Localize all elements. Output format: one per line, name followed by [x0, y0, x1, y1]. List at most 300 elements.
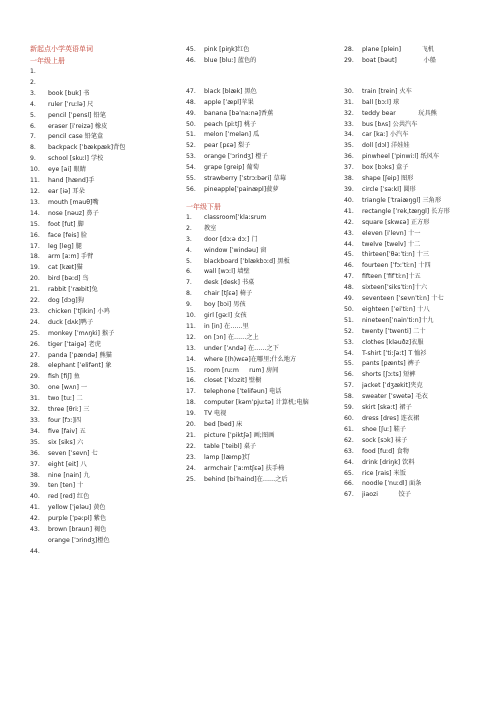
word-list-middle-top — [186, 45, 336, 67]
entry-text: hand [hænd]手 — [48, 177, 95, 185]
entry-text — [48, 78, 180, 89]
word-entry — [30, 100, 180, 111]
entry-number: 41. — [30, 504, 40, 512]
word-entry — [344, 338, 496, 349]
entry-text: school [skuːl] 学校 — [48, 155, 104, 163]
word-entry — [344, 305, 496, 316]
word-entry — [186, 333, 336, 344]
entry-text: black [blæk] 黑色 — [204, 87, 257, 95]
word-entry — [186, 235, 336, 246]
entry-text: nine [nain] 九 — [48, 471, 90, 479]
word-entry — [186, 431, 336, 442]
word-entry — [30, 122, 180, 133]
word-entry — [30, 438, 180, 449]
entry-text: leg [leg] 腿 — [48, 242, 82, 250]
word-entry — [30, 383, 180, 394]
entry-number: 52. — [344, 327, 354, 335]
word-entry — [30, 318, 180, 329]
entry-text: bed [bed] 床 — [204, 421, 243, 429]
entry-text: fifteen [ˈfifˈtiːn]十五 — [362, 273, 421, 281]
entry-text: peach [piːtʃ] 桃子 — [204, 120, 257, 128]
entry-number: 32. — [344, 109, 354, 117]
entry-number: 53. — [186, 153, 196, 161]
entry-text: behind [biˈhaind]在……之后 — [204, 475, 288, 483]
entry-text: five [faiv] 五 — [48, 427, 86, 435]
entry-text: wall [wɔːl] 墙壁 — [204, 268, 250, 276]
entry-text: pencil case 铅笔盒 — [48, 133, 104, 141]
word-entry — [344, 316, 496, 327]
word-entry — [186, 464, 336, 475]
entry-text: foot [fut] 脚 — [48, 220, 84, 228]
word-entry — [30, 132, 180, 143]
entry-text: mouth [mauθ]嘴 — [48, 198, 99, 206]
word-entry — [344, 370, 496, 381]
word-entry — [344, 130, 496, 141]
word-entry — [344, 174, 496, 185]
entry-text: chair [tʃεə] 椅子 — [204, 290, 253, 298]
entry-text: one [wʌn] 一 — [48, 384, 88, 392]
entry-text: seven [ˈsevn] 七 — [48, 449, 98, 457]
entry-text: yellow [ˈjeləu] 黄色 — [48, 504, 106, 512]
word-entry — [30, 503, 180, 514]
entry-text: panda [ˈpændə] 熊猫 — [48, 351, 112, 359]
entry-number: 8. — [30, 144, 36, 152]
word-entry — [30, 547, 180, 558]
entry-text: room [ruːm rum] 房间 — [204, 366, 279, 374]
entry-text: apple [ˈæpl]苹果 — [204, 98, 254, 106]
word-entry — [186, 130, 336, 141]
entry-text: three [θriː] 三 — [48, 406, 90, 414]
entry-text: fourteen [ˈfɔːˈtiːn] 十四 — [362, 262, 431, 270]
word-entry — [186, 213, 336, 224]
entry-number: 10. — [186, 312, 196, 320]
entry-text: bus [bʌs] 公共汽车 — [362, 120, 418, 128]
entry-text: pineapple[ˈpainæpl]菠萝 — [204, 185, 279, 193]
column-left — [30, 44, 180, 558]
word-entry — [186, 344, 336, 355]
word-entry — [30, 285, 180, 296]
word-entry — [186, 56, 336, 67]
entry-number: 17. — [186, 388, 196, 396]
word-entry — [344, 381, 496, 392]
entry-text: face [feis] 脸 — [48, 231, 88, 239]
entry-text: eleven [iˈlevn] 十一 — [362, 229, 421, 237]
word-entry — [344, 294, 496, 305]
entry-text: sixteen[ˈsiksˈtiːn]十六 — [362, 284, 428, 292]
entry-number: 48. — [344, 284, 354, 292]
word-entry — [30, 198, 180, 209]
word-list-left — [30, 67, 180, 558]
entry-text: rabbit [ˈræbit]兔 — [48, 286, 98, 294]
entry-number: 45. — [186, 46, 196, 53]
entry-number: 10. — [30, 166, 40, 174]
entry-number: 12. — [30, 187, 40, 195]
word-entry — [186, 453, 336, 464]
entry-text: twelve [twelv] 十二 — [362, 240, 421, 248]
entry-text: drink [driŋk] 饮料 — [362, 458, 415, 466]
word-entry — [344, 359, 496, 370]
entry-number: 8. — [186, 290, 192, 298]
entry-number: 55. — [344, 360, 354, 368]
word-entry — [344, 414, 496, 425]
word-entry — [30, 220, 180, 231]
entry-text: blue [bluː] 蓝色的 — [204, 56, 257, 64]
word-entry — [344, 392, 496, 403]
entry-text: orange [ˈɔrindʒ]橙色 — [48, 536, 110, 544]
word-entry — [30, 231, 180, 242]
word-entry — [30, 449, 180, 460]
entry-text: girl [gəːl] 女孩 — [204, 312, 247, 320]
entry-text: pear [pεə] 梨子 — [204, 142, 251, 150]
entry-text: arm [aːm] 手臂 — [48, 253, 94, 261]
entry-text: T-shirt [ˈtiːʃəːt] T 恤衫 — [362, 349, 427, 357]
word-entry — [344, 141, 496, 152]
entry-text: thirteen[ˈθəːˈtiːn] 十三 — [362, 251, 429, 259]
entry-number: 31. — [344, 98, 354, 106]
entry-number: 23. — [30, 307, 40, 315]
entry-text: ten [ten] 十 — [48, 482, 84, 490]
entry-number: 53. — [344, 338, 354, 346]
entry-text — [48, 67, 180, 78]
entry-number: 1. — [186, 213, 192, 221]
entry-text: tiger [ˈtaigə] 老虎 — [48, 340, 101, 348]
entry-number: 14. — [186, 355, 196, 363]
entry-number: 54. — [344, 349, 354, 357]
word-list-right-top — [344, 45, 496, 67]
word-entry — [186, 355, 336, 366]
word-entry — [344, 447, 496, 458]
entry-number: 13. — [186, 344, 196, 352]
entry-text: lamp [læmp]灯 — [204, 453, 251, 461]
word-entry — [344, 479, 496, 490]
entry-text: square [skwεə] 正方形 — [362, 218, 430, 226]
entry-text: rectangle [ˈrekˌtæŋgl] 长方形 — [362, 207, 450, 215]
entry-text: grape [greip] 葡萄 — [204, 164, 259, 172]
entry-number: 37. — [30, 460, 40, 468]
entry-number: 7. — [30, 133, 36, 141]
entry-number: 7. — [186, 279, 192, 287]
word-entry — [186, 376, 336, 387]
entry-text: pencil [ˈpensl] 铅笔 — [48, 111, 106, 119]
word-entry — [186, 141, 336, 152]
entry-text: shape [ʃeip] 图形 — [362, 175, 414, 183]
word-entry — [344, 56, 496, 67]
entry-text: classroom[ˈklaːsrum — [204, 213, 267, 221]
word-entry — [30, 307, 180, 318]
entry-number: 62. — [344, 436, 354, 444]
entry-number: 42. — [344, 218, 354, 226]
word-entry — [30, 252, 180, 263]
entry-number: 13. — [30, 198, 40, 206]
word-entry — [186, 98, 336, 109]
entry-text: pants [pænts] 裤子 — [362, 360, 421, 368]
entry-text: ball [bɔːl] 球 — [362, 98, 400, 106]
entry-text: red [red] 红色 — [48, 493, 90, 501]
word-entry — [30, 274, 180, 285]
entry-text: book [buk] 书 — [48, 89, 90, 97]
word-entry — [30, 492, 180, 503]
entry-number: 5. — [186, 257, 192, 265]
entry-number: 2. — [30, 78, 36, 86]
entry-text: desk [desk] 书桌 — [204, 279, 255, 287]
word-entry — [30, 514, 180, 525]
entry-text: shoe [ʃuː] 鞋子 — [362, 425, 406, 433]
word-entry — [30, 154, 180, 165]
word-entry — [30, 187, 180, 198]
entry-number: 40. — [344, 196, 354, 204]
entry-number: 24. — [186, 464, 196, 472]
entry-text: cat [kæt]猫 — [48, 264, 83, 272]
word-entry — [186, 442, 336, 453]
entry-text: four [fɔː]四 — [48, 417, 82, 424]
entry-text: clothes [kləuðz]衣服 — [362, 338, 424, 346]
word-entry — [344, 120, 496, 131]
entry-number: 36. — [30, 449, 40, 457]
entry-text: train [trein] 火车 — [362, 87, 412, 95]
word-entry — [30, 165, 180, 176]
word-entry — [30, 143, 180, 154]
word-entry — [344, 272, 496, 283]
word-entry — [344, 45, 496, 56]
word-entry — [186, 322, 336, 333]
section-heading-grade1-vol1: 一年级上册 — [30, 57, 65, 65]
entry-number: 30. — [344, 87, 354, 95]
word-entry — [344, 425, 496, 436]
entry-number: 32. — [30, 406, 40, 414]
entry-number: 41. — [344, 207, 354, 215]
word-entry — [344, 403, 496, 414]
entry-text: box [bɔks] 盒子 — [362, 164, 409, 172]
entry-number: 49. — [344, 295, 354, 303]
entry-text: in [in] 在……里 — [204, 322, 249, 330]
word-entry — [344, 436, 496, 447]
word-entry — [30, 111, 180, 122]
entry-text: jacket [ˈdʒækit]夹克 — [362, 382, 423, 390]
entry-text: orange [ˈɔrindʒ] 橙子 — [204, 153, 268, 161]
word-entry — [344, 349, 496, 360]
entry-text: door [dɔːə dɔː] 门 — [204, 235, 258, 243]
entry-text: backpack [ˈbækpæk]背包 — [48, 144, 126, 152]
entry-number: 2. — [186, 224, 192, 232]
entry-text: table [ˈteibl] 桌子 — [204, 442, 257, 450]
word-entry — [186, 366, 336, 377]
entry-number: 65. — [344, 469, 354, 477]
entry-number: 25. — [30, 329, 40, 337]
entry-number: 5. — [30, 111, 36, 119]
entry-number — [30, 536, 48, 547]
word-entry — [186, 420, 336, 431]
entry-number: 56. — [344, 371, 354, 379]
section-heading-grade1-vol2: 一年级下册 — [186, 202, 221, 211]
column-middle — [186, 45, 336, 486]
entry-text: bird [bəːd] 鸟 — [48, 275, 89, 283]
entry-number: 40. — [30, 493, 40, 501]
word-entry — [30, 416, 180, 427]
word-entry — [186, 174, 336, 185]
word-entry — [186, 289, 336, 300]
word-list-middle — [186, 87, 336, 196]
entry-number: 38. — [344, 175, 354, 183]
entry-number: 15. — [186, 366, 196, 374]
entry-text: elephant [ˈelifənt] 象 — [48, 362, 112, 370]
entry-text: two [tuː] 二 — [48, 395, 83, 403]
entry-text: banana [bəˈnaːnə]香蕉 — [204, 109, 274, 117]
entry-number: 1. — [30, 68, 36, 75]
word-entry — [30, 460, 180, 471]
entry-number: 29. — [30, 373, 40, 381]
word-list-middle-lower — [186, 213, 336, 486]
entry-number: 16. — [30, 231, 40, 239]
word-entry — [186, 224, 336, 235]
word-entry — [30, 525, 180, 536]
entry-text: triangle [ˈtraiæŋgl] 三角形 — [362, 196, 442, 204]
word-entry — [344, 98, 496, 109]
entry-number: 17. — [30, 242, 40, 250]
entry-number: 22. — [30, 297, 40, 305]
word-entry — [30, 209, 180, 220]
word-entry — [186, 311, 336, 322]
entry-text: 教室 — [204, 224, 217, 232]
entry-number: 46. — [186, 56, 196, 64]
entry-number: 9. — [186, 301, 192, 309]
entry-number: 6. — [30, 122, 36, 130]
entry-number: 28. — [344, 46, 354, 53]
word-entry — [344, 327, 496, 338]
entry-number: 35. — [30, 438, 40, 446]
word-entry — [186, 87, 336, 98]
entry-text: dog [dɔg]狗 — [48, 297, 84, 305]
word-entry — [30, 394, 180, 405]
entry-number: 14. — [30, 209, 40, 217]
entry-text: eighteen [ˈeiˈtiːn] 十八 — [362, 305, 430, 313]
entry-number: 47. — [344, 273, 354, 281]
entry-number: 27. — [30, 351, 40, 359]
document-title: 新起点小学英语单词 — [30, 45, 93, 53]
entry-number: 43. — [30, 526, 40, 534]
entry-text: armchair [ˈaːmtʃεə] 扶手椅 — [204, 464, 285, 472]
word-entry — [30, 263, 180, 274]
entry-text: six [siks] 六 — [48, 438, 84, 446]
entry-number: 44. — [344, 240, 354, 248]
entry-number: 3. — [186, 235, 192, 243]
entry-text: melon [ˈmelən] 瓜 — [204, 131, 260, 139]
word-entry — [344, 196, 496, 207]
word-entry — [344, 218, 496, 229]
entry-number: 63. — [344, 447, 354, 455]
entry-number: 4. — [30, 100, 36, 108]
entry-number: 35. — [344, 142, 354, 150]
entry-text: eight [eit] 八 — [48, 460, 87, 468]
word-entry — [30, 340, 180, 351]
entry-text: sweater [ˈswetə] 毛衣 — [362, 393, 428, 401]
entry-number: 44. — [30, 547, 40, 555]
entry-text: circle [ˈsəːkl] 圆形 — [362, 185, 416, 193]
entry-number: 39. — [344, 185, 354, 193]
entry-number: 29. — [344, 56, 354, 64]
entry-text: food [fuːd] 食物 — [362, 447, 409, 455]
entry-text: ruler [ˈruːlə] 尺 — [48, 100, 94, 108]
entry-number: 54. — [186, 164, 196, 172]
word-entry — [186, 398, 336, 409]
word-entry — [30, 405, 180, 416]
entry-number: 16. — [186, 377, 196, 385]
entry-text — [48, 547, 180, 558]
word-entry — [344, 458, 496, 469]
word-entry — [30, 296, 180, 307]
entry-number: 59. — [344, 404, 354, 412]
entry-text: window [ˈwindəu] 窗 — [204, 246, 267, 254]
word-entry — [186, 300, 336, 311]
entry-number: 51. — [186, 131, 196, 139]
entry-number: 4. — [186, 246, 192, 254]
entry-text: boy [bɔi] 男孩 — [204, 301, 246, 309]
word-entry — [186, 278, 336, 289]
entry-number: 60. — [344, 415, 354, 422]
entry-number: 33. — [30, 417, 40, 424]
entry-number: 19. — [30, 264, 40, 272]
entry-number: 42. — [30, 515, 40, 523]
entry-text: shorts [ʃɔːts] 短裤 — [362, 371, 416, 379]
word-entry — [30, 536, 180, 547]
word-entry — [186, 163, 336, 174]
word-entry — [344, 490, 496, 501]
entry-number: 28. — [30, 362, 40, 370]
entry-text: fish [fiʃ] 鱼 — [48, 373, 80, 381]
word-entry — [30, 471, 180, 482]
entry-number: 64. — [344, 458, 354, 466]
word-entry — [344, 87, 496, 98]
entry-number: 25. — [186, 475, 196, 483]
word-entry — [344, 109, 496, 120]
entry-number: 38. — [30, 471, 40, 479]
word-entry — [30, 481, 180, 492]
word-entry — [344, 229, 496, 240]
entry-text: brown [braun] 褐色 — [48, 526, 107, 534]
entry-text: computer [kəmˈpjuːtə] 计算机;电脑 — [204, 399, 309, 407]
entry-number: 43. — [344, 229, 354, 237]
word-entry — [344, 283, 496, 294]
column-right — [344, 45, 496, 501]
entry-text: chicken [ˈtʃikin] 小鸡 — [48, 307, 110, 315]
word-entry — [186, 152, 336, 163]
entry-number: 46. — [344, 262, 354, 270]
word-entry — [30, 361, 180, 372]
word-entry — [344, 261, 496, 272]
entry-number: 67. — [344, 491, 354, 499]
word-entry — [344, 207, 496, 218]
word-entry — [344, 163, 496, 174]
entry-text: boat [bəut] 小船 — [362, 56, 436, 64]
entry-number: 23. — [186, 453, 196, 461]
entry-text: strawberry [ˈstrɔːbəri] 草莓 — [204, 175, 286, 183]
entry-text: doll [dɔl] 洋娃娃 — [362, 142, 410, 150]
entry-number: 24. — [30, 318, 40, 326]
entry-number: 58. — [344, 393, 354, 401]
entry-text: purple [ˈpəːpl] 紫色 — [48, 515, 107, 523]
word-list-right — [344, 87, 496, 501]
entry-number: 49. — [186, 109, 196, 117]
word-entry — [344, 240, 496, 251]
word-entry — [30, 372, 180, 383]
entry-text: telephone [ˈtelifəun] 电话 — [204, 388, 282, 396]
entry-text: picture [ˈpiktʃə] 画;图画 — [204, 432, 275, 439]
word-entry — [186, 267, 336, 278]
word-entry — [344, 469, 496, 480]
word-entry — [30, 78, 180, 89]
entry-text: nose [nəuz] 鼻子 — [48, 209, 99, 217]
word-entry — [186, 246, 336, 257]
entry-text: on [ɔn] 在……之上 — [204, 333, 259, 341]
